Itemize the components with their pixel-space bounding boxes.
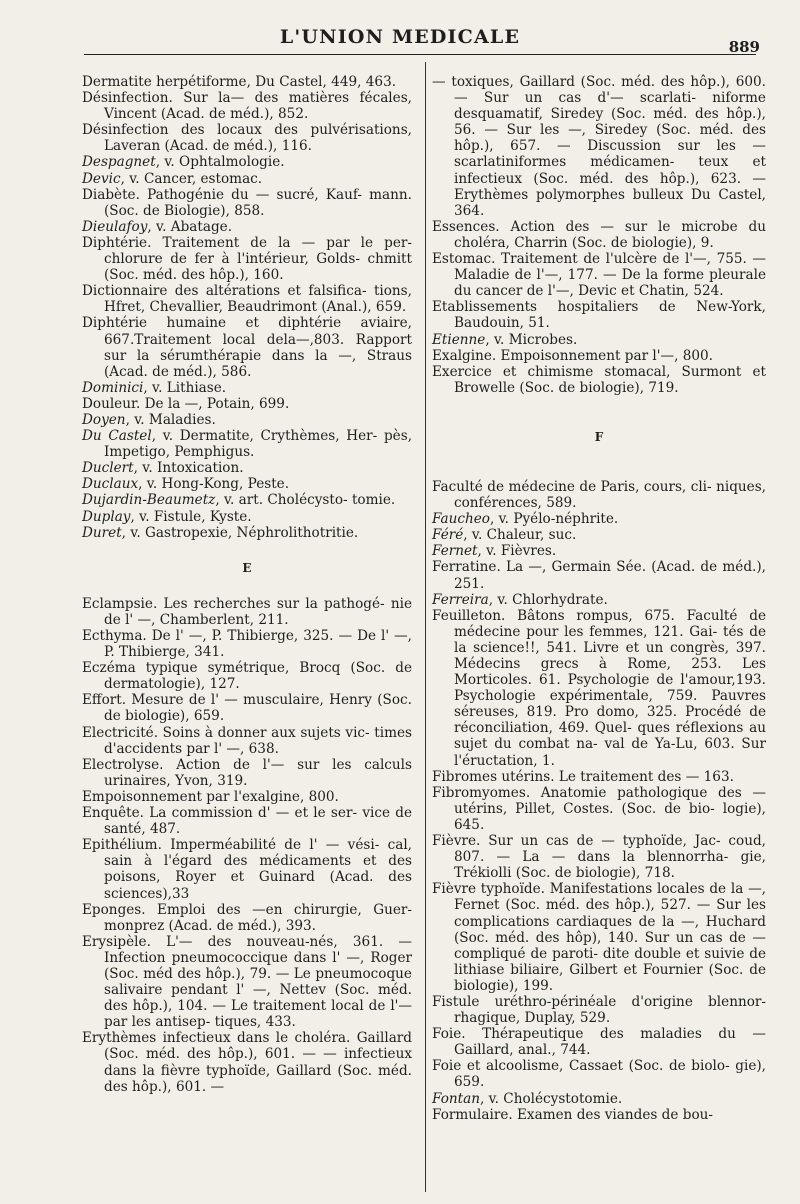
index-entry xyxy=(82,74,412,90)
index-entry xyxy=(432,251,766,299)
entry-line: — toxiques, Gaillard (Soc. méd. des xyxy=(432,74,685,90)
entry-line: De l' —, P. Thibierge, 341. xyxy=(104,628,412,661)
entry-line: 163. xyxy=(703,768,734,785)
entry-line: et Chatin, 524. xyxy=(621,283,724,300)
index-entry xyxy=(82,122,412,154)
entry-line: Douleur. De la —, Potain, 699. xyxy=(82,395,290,412)
entry-line: tiques, 433. xyxy=(214,1014,296,1031)
entry-line: Gaillard (Soc. méd. des hôp.), 601. — xyxy=(104,1030,412,1063)
entry-line: times d'accidents par l' —, 638. xyxy=(104,724,412,757)
index-entry xyxy=(432,1058,766,1090)
entry-line: Eclampsie. Les recherches sur la pathogé- xyxy=(82,595,385,612)
entry-line: 667.Traitement local dela—,803. Rapport xyxy=(104,331,412,348)
entry-line: gie, Trékiolli (Soc. de biologie), 718. xyxy=(454,849,766,882)
entry-line: nie de l' —, Chamberlent, 211. xyxy=(104,595,412,628)
entry-line: Fibromyomes. Anatomie pathologique des xyxy=(432,784,742,801)
index-entry xyxy=(432,479,766,511)
entry-line: Diphtérie. Traitement de la — par le per- xyxy=(82,234,412,251)
index-entry xyxy=(432,1026,766,1058)
entry-line: (Anal.), 659. xyxy=(321,299,407,316)
entry-line: la —, Fernet (Soc. méd. des hôp.), 527. xyxy=(454,881,766,914)
entry-line: Dujardin-Beaumetz, v. art. Cholécysto- xyxy=(82,492,348,509)
index-entry xyxy=(82,460,412,476)
entry-line: 623. — Erythèmes polymorphes bulleux xyxy=(454,170,766,203)
entry-line: niforme desquamatif, Siredey (Soc. méd. xyxy=(454,90,766,123)
index-entry xyxy=(432,511,766,527)
entry-line: Faculté de médecine de Paris, cours, cli- xyxy=(432,478,712,495)
entry-line: tés de la science!!, 541. Livre et un xyxy=(454,623,766,656)
index-entry xyxy=(432,348,766,364)
index-entry xyxy=(82,396,412,412)
entry-line: Electrolyse. Action de l'— sur les calculs xyxy=(82,756,412,773)
entry-line: dite double et suivie de lithiase biliaire, xyxy=(454,945,767,978)
entry-line: gie), 659. xyxy=(454,1058,766,1091)
index-entry xyxy=(82,492,412,508)
index-entry xyxy=(432,785,766,833)
entry-line: rhagique, Duplay, 529. xyxy=(454,1010,611,1027)
entry-line: Fièvre typhoïde. Manifestations locales de xyxy=(432,881,727,898)
entry-line: Feuilleton. Bâtons rompus, 675. Faculté xyxy=(432,607,738,624)
entry-line: Dieulafoy, v. Abatage. xyxy=(82,218,233,235)
entry-line: traitement local de l'— par les antisep- xyxy=(104,998,413,1031)
entry-line: forme pleurale du cancer de l'—, Devic xyxy=(454,267,766,300)
entry-line: 199. xyxy=(522,977,554,994)
index-entry xyxy=(82,757,412,789)
index-entry xyxy=(432,527,766,543)
index-entry xyxy=(432,769,766,785)
entry-line: 325. Procédé de réconciliation, 469. Quel- xyxy=(454,704,767,737)
entry-line: Estomac. Traitement de l'ulcère de l'—, xyxy=(432,251,711,268)
index-entry xyxy=(432,299,766,331)
index-entry xyxy=(432,1091,766,1107)
index-entry xyxy=(432,881,766,994)
entry-line: Exercice et chimisme stomacal, Surmont xyxy=(432,363,742,380)
entry-line: vice de santé, 487. xyxy=(104,805,412,838)
entry-line: des sciences),33 xyxy=(104,869,412,902)
entry-line: Foie et alcoolisme, Cassaet (Soc. de biolo- xyxy=(432,1058,730,1075)
entry-line: sur la sérumthérapie dans la —, Straus xyxy=(104,347,412,364)
entry-line: Essences. Action des — sur le microbe du xyxy=(432,218,766,235)
section-heading: E xyxy=(242,560,252,575)
entry-line: logie), 645. xyxy=(454,800,766,833)
entry-line: Exalgine. Empoisonnement par l'—, 800. xyxy=(432,347,713,364)
entry-line: Gaillard, anal., 744. xyxy=(454,1042,591,1059)
entry-line: Laveran (Acad. de méd.), 116. xyxy=(104,138,312,155)
entry-line: 755. — Maladie de l'—, 177. — De la xyxy=(454,251,767,284)
entry-line: Fontan, v. Cholécystotomie. xyxy=(432,1090,623,1107)
section-heading: F xyxy=(594,429,604,444)
entry-line: — utérins, Pillet, Costes. (Soc. de bio- xyxy=(454,784,767,817)
index-entry xyxy=(82,789,412,805)
entry-line: Empoisonnement par l'exalgine, 800. xyxy=(82,788,339,805)
column-divider xyxy=(425,62,426,1192)
index-entry xyxy=(82,596,412,628)
index-entry xyxy=(82,428,412,460)
entry-line: Foie. Thérapeutique des maladies du — xyxy=(432,1026,766,1043)
index-entry xyxy=(82,283,412,315)
index-entry xyxy=(82,90,412,122)
entry-line: méd.), 251. xyxy=(454,559,766,592)
entry-line: Désinfection des locaux des pulvérisations, xyxy=(82,122,412,139)
entry-line: Dermatite herpétiforme, Du Castel, 449, xyxy=(82,74,362,90)
index-entry xyxy=(82,525,412,541)
index-entry xyxy=(432,833,766,881)
entry-line: Du Castel, 364. xyxy=(454,186,766,219)
entry-line: teux et infectieux (Soc. méd. des hôp.), xyxy=(454,154,766,187)
entry-line: (Acad. de méd.), 586. xyxy=(104,363,252,380)
index-entry xyxy=(432,364,766,396)
entry-line: Fièvre. Sur un cas de — typhoïde, Jac- xyxy=(432,833,721,850)
index-entry xyxy=(432,592,766,608)
entry-line: choléra, Charrin (Soc. de biologie), 9. xyxy=(454,234,714,251)
entry-line: Gilbert et Fournier (Soc. de biologie), xyxy=(454,961,766,994)
entry-line: Eczéma typique symétrique, Brocq (Soc. xyxy=(82,660,386,677)
entry-line: Ecthyma. De l' —, P. Thibierge, 325. — xyxy=(82,628,353,644)
entry-line: 463. xyxy=(365,74,397,90)
entry-line: chmitt (Soc. méd. des hôp.), 160. xyxy=(104,251,412,284)
index-entry xyxy=(432,543,766,559)
entry-line: Despagnet, v. Ophtalmologie. xyxy=(82,154,285,171)
entry-line: l'amour,193. Psychologie expérimentale, xyxy=(454,672,766,705)
index-entry xyxy=(82,725,412,757)
index-entry xyxy=(82,934,412,1031)
entry-line: cal, sain à l'égard des médicaments et xyxy=(104,837,412,870)
index-entry xyxy=(82,509,412,525)
index-entry xyxy=(432,219,766,251)
entry-line: tions, Hfret, Chevallier, Beaudrimont xyxy=(104,283,412,316)
entry-line: de médecine pour les femmes, 121. Gai- xyxy=(454,607,766,640)
right-column xyxy=(432,74,766,1123)
entry-line: hôp.), 600. — Sur un cas d'— scarlati- xyxy=(454,74,766,107)
entry-line: Nettev (Soc. méd. des hôp.), 104. — Le xyxy=(104,982,412,1015)
entry-line: Gaillard (Soc. méd. des hôp.), 601. — xyxy=(104,1062,412,1095)
running-title: L'UNION MEDICALE xyxy=(279,26,521,48)
entry-line: des hôp.), 56. — Sur les —, Siredey xyxy=(454,106,766,139)
entry-line: Ferreira, v. Chlorhydrate. xyxy=(432,591,608,608)
entry-line: Faucheo, v. Pyélo-néphrite. xyxy=(432,511,619,528)
entry-line: congrès, 397. Médecins grecs à Rome, xyxy=(454,639,766,672)
entry-line: Duclert, v. Intoxication. xyxy=(82,460,244,477)
entry-line: Duplay, v. Fistule, Kyste. xyxy=(82,508,252,525)
entry-line: Eponges. Emploi des —en chirurgie, Guer- xyxy=(82,901,412,918)
entry-line: Duret, v. Gastropexie, Néphrolithotritie. xyxy=(82,524,359,541)
index-entry xyxy=(82,692,412,724)
index-entry xyxy=(432,994,766,1026)
entry-line: — Sur les complications cardiaques de xyxy=(454,897,766,930)
entry-line: Baudouin, 51. xyxy=(454,315,550,332)
entry-line: val de Ya-Lu, 603. Sur l'éructation, 1. xyxy=(454,736,766,769)
index-entry xyxy=(82,412,412,428)
entry-line: Désinfection. Sur la— des matières fécales, xyxy=(82,90,412,107)
entry-line: Fistule uréthro-périnéale d'origine blennor- xyxy=(432,993,766,1010)
header-rule xyxy=(84,54,756,55)
entry-line: Féré, v. Chaleur, suc. xyxy=(432,527,577,544)
entry-line: Epithélium. Imperméabilité de l' — vési- xyxy=(82,837,380,854)
entry-line: Fibromes utérins. Le traitement des — xyxy=(432,768,700,785)
index-entry xyxy=(82,476,412,492)
index-entry xyxy=(82,837,412,901)
entry-line: Fernet, v. Fièvres. xyxy=(432,543,557,560)
page-number: 889 xyxy=(728,38,760,56)
entry-line: 253. Les Morticoles. 61. Psychologie de xyxy=(454,656,767,689)
entry-line: monprez (Acad. de méd.), 393. xyxy=(104,917,316,934)
index-entry xyxy=(82,154,412,170)
entry-line: Infection pneumococcique dans l' —, xyxy=(104,949,365,966)
entry-line: sur les — scarlatiniformes médicamen- xyxy=(454,138,766,171)
left-column xyxy=(82,74,412,1095)
entry-line: Enquête. La commission d' — et le ser- xyxy=(82,805,358,822)
index-entry xyxy=(82,902,412,934)
entry-line: Devic, v. Cancer, estomac. xyxy=(82,170,263,187)
index-entry xyxy=(82,187,412,219)
entry-line: niques, conférences, 589. xyxy=(454,478,766,512)
entry-line: Duclaux, v. Hong-Kong, Peste. xyxy=(82,476,290,493)
index-entry xyxy=(432,559,766,591)
entry-line: Sur un cas de — compliqué de paroti- xyxy=(454,929,766,962)
entry-line: Roger (Soc. méd des hôp.), 79. — Le xyxy=(104,949,413,982)
entry-line: et Browelle (Soc. de biologie), 719. xyxy=(454,363,766,396)
entry-line: Erythèmes infectieux dans le choléra. xyxy=(82,1030,351,1047)
entry-line: 759. Pauvres séreuses, 819. Pro domo, xyxy=(454,688,766,721)
entry-line: de dermatologie), 127. xyxy=(104,660,412,693)
entry-line: des poisons, Royer et Guinard (Acad. xyxy=(104,853,412,886)
entry-line: (Soc. de biologie), 659. xyxy=(104,692,412,725)
index-entry xyxy=(432,332,766,348)
index-entry xyxy=(82,380,412,396)
entry-line: (Soc. méd. des hôp.), 657. — Discussion xyxy=(454,122,767,155)
entry-line: Du Castel, v. Dermatite, Crythèmes, Her- xyxy=(82,428,378,445)
index-entry xyxy=(82,805,412,837)
entry-line: — infectieux dans la fièvre typhoïde, xyxy=(104,1046,413,1079)
index-entry xyxy=(82,315,412,379)
index-entry xyxy=(82,1030,412,1094)
entry-line: Diphtérie humaine et diphtérie aviaire, xyxy=(82,315,412,332)
index-entry xyxy=(82,171,412,187)
entry-line: Erysipèle. L'— des nouveau-nés, 361. — xyxy=(82,933,412,950)
index-entry xyxy=(82,628,412,660)
entry-line: chlorure de fer à l'intérieur, Golds- xyxy=(104,251,360,268)
entry-line: urinaires, Yvon, 319. xyxy=(104,772,248,789)
entry-line: Effort. Mesure de l' — musculaire, Henry xyxy=(82,692,372,709)
entry-line: tomie. xyxy=(351,492,396,509)
index-entry xyxy=(82,235,412,283)
entry-line: Diabète. Pathogénie du — sucré, Kauf- xyxy=(82,186,363,203)
entry-line: pneumocoque salivaire pendant l' —, xyxy=(104,965,412,999)
index-entry xyxy=(432,608,766,769)
entry-line: la —, Huchard (Soc. méd. des hôp), 140. xyxy=(454,913,767,946)
entry-line: mann. (Soc. de Biologie), 858. xyxy=(104,186,412,219)
entry-line: coud, 807. — La — dans la blennorrha- xyxy=(454,833,766,866)
entry-line: Ferratine. La —, Germain Sée. (Acad. de xyxy=(432,559,718,576)
entry-line: Formulaire. Examen des viandes de bou- xyxy=(432,1106,713,1123)
entry-line: Electricité. Soins à donner aux sujets vic- xyxy=(82,724,370,741)
entry-line: Doyen, v. Maladies. xyxy=(82,411,216,428)
entry-line: Vincent (Acad. de méd.), 852. xyxy=(104,106,309,123)
index-entry xyxy=(432,74,766,219)
entry-line: ques réflexions au sujet du combat na- xyxy=(454,720,766,753)
entry-line: Dominici, v. Lithiase. xyxy=(82,379,227,396)
entry-line: pès, Impetigo, Pemphigus. xyxy=(104,428,413,461)
index-entry xyxy=(432,1107,766,1123)
entry-line: Etienne, v. Microbes. xyxy=(432,331,578,348)
entry-line: Dictionnaire des altérations et falsifica- xyxy=(82,283,367,300)
entry-line: Etablissements hospitaliers de New-York, xyxy=(432,299,766,316)
index-entry xyxy=(82,219,412,235)
index-entry xyxy=(82,660,412,692)
